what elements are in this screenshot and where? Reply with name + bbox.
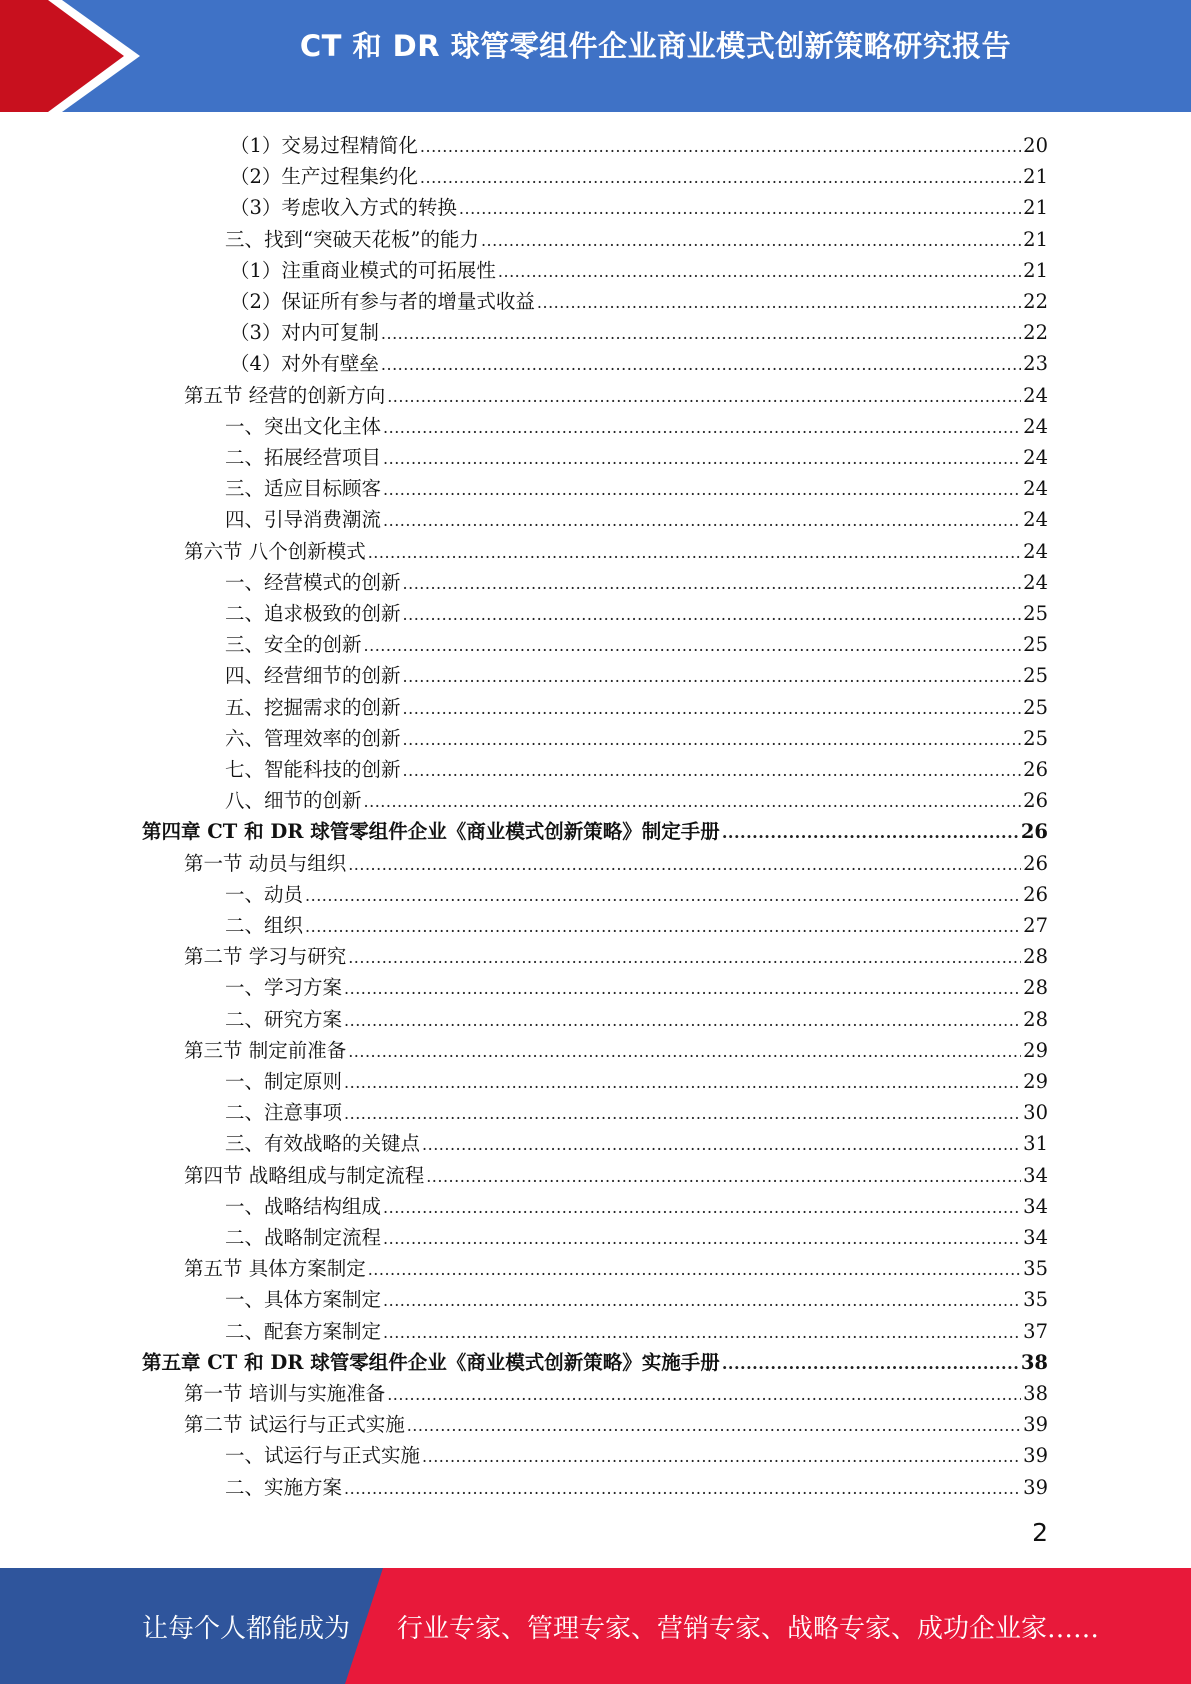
toc-entry[interactable] xyxy=(225,752,1048,782)
toc-leader-dots xyxy=(407,1415,1021,1437)
toc-entry[interactable] xyxy=(225,1064,1048,1094)
toc-entry-label: 六、管理效率的创新 xyxy=(225,726,401,750)
toc-entry-label: 四、经营细节的创新 xyxy=(225,664,401,688)
toc-entry[interactable] xyxy=(225,1095,1048,1125)
toc-leader-dots xyxy=(403,698,1022,720)
toc-entry-label: 一、学习方案 xyxy=(225,976,343,1000)
toc-leader-dots xyxy=(305,916,1021,938)
toc-entry-label: 一、经营模式的创新 xyxy=(225,570,401,594)
toc-entry[interactable] xyxy=(230,284,1048,314)
toc-entry-label: （1）注重商业模式的可拓展性 xyxy=(230,258,496,282)
toc-entry[interactable] xyxy=(230,253,1048,283)
toc-entry-page: 39 xyxy=(1023,1444,1048,1468)
report-title: CT 和 DR 球管零组件企业商业模式创新策略研究报告 xyxy=(299,29,1012,63)
toc-entry-label: 三、安全的创新 xyxy=(225,633,362,657)
toc-leader-dots xyxy=(722,1353,1019,1375)
toc-leader-dots xyxy=(420,167,1021,189)
toc-leader-dots xyxy=(383,417,1021,439)
toc-entry-page: 31 xyxy=(1023,1132,1048,1156)
toc-leader-dots xyxy=(305,885,1021,907)
toc-entry[interactable] xyxy=(225,908,1048,938)
page-number: 2 xyxy=(1032,1518,1048,1547)
toc-entry-page: 20 xyxy=(1023,134,1048,157)
toc-entry-page: 38 xyxy=(1023,1382,1048,1405)
toc-entry[interactable] xyxy=(225,658,1048,688)
toc-entry[interactable] xyxy=(225,596,1048,626)
toc-leader-dots xyxy=(403,604,1022,626)
toc-leader-dots xyxy=(344,1010,1021,1032)
toc-entry-page: 26 xyxy=(1023,758,1048,781)
toc-entry-label: 三、有效战略的关键点 xyxy=(225,1132,421,1156)
toc-entry[interactable] xyxy=(225,409,1048,439)
toc-entry-page: 24 xyxy=(1023,414,1048,438)
toc-entry-label: 第一节 动员与组织 xyxy=(184,851,347,875)
toc-entry-page: 25 xyxy=(1023,664,1048,688)
toc-entry-label: 二、配套方案制定 xyxy=(225,1319,382,1343)
toc-entry-page: 25 xyxy=(1023,602,1048,625)
toc-entry-page: 25 xyxy=(1023,633,1048,657)
toc-entry-label: 第六节 八个创新模式 xyxy=(184,539,366,563)
toc-entry[interactable] xyxy=(225,222,1048,252)
toc-leader-dots xyxy=(387,1384,1021,1406)
toc-leader-dots xyxy=(383,1290,1021,1312)
toc-entry[interactable] xyxy=(225,1126,1048,1156)
toc-entry-label: 八、细节的创新 xyxy=(225,789,362,813)
toc-leader-dots xyxy=(722,822,1019,844)
toc-entry-label: 四、引导消费潮流 xyxy=(225,508,382,532)
toc-entry-page: 25 xyxy=(1023,695,1048,719)
toc-entry-page: 29 xyxy=(1023,1038,1048,1062)
toc-leader-dots xyxy=(368,1259,1021,1281)
toc-entry-page: 34 xyxy=(1023,1163,1048,1187)
toc-entry-label: 第五章 CT 和 DR 球管零组件企业《商业模式创新策略》实施手册 xyxy=(142,1350,720,1374)
toc-leader-dots xyxy=(344,978,1021,1000)
toc-leader-dots xyxy=(344,1103,1021,1125)
toc-entry-page: 21 xyxy=(1023,227,1048,251)
toc-entry-label: 二、注意事项 xyxy=(225,1101,343,1125)
toc-entry-page: 38 xyxy=(1020,1350,1048,1374)
toc-entry[interactable] xyxy=(184,1376,1048,1406)
toc-entry-label: （1）交易过程精简化 xyxy=(230,134,418,157)
toc-entry-label: 一、制定原则 xyxy=(225,1070,343,1093)
toc-entry-label: 第四节 战略组成与制定流程 xyxy=(184,1163,425,1187)
toc-entry-label: （2）生产过程集约化 xyxy=(230,165,418,189)
toc-entry[interactable] xyxy=(225,1189,1048,1219)
toc-entry-label: 一、突出文化主体 xyxy=(225,414,382,438)
toc-entry-page: 21 xyxy=(1023,196,1048,220)
toc-entry[interactable] xyxy=(230,159,1048,189)
toc-leader-dots xyxy=(364,635,1022,657)
toc-entry-page: 37 xyxy=(1023,1319,1048,1343)
toc-leader-dots xyxy=(383,479,1021,501)
toc-entry-label: 二、追求极致的创新 xyxy=(225,602,401,625)
toc-entry-page: 24 xyxy=(1023,383,1048,407)
page-footer xyxy=(0,1568,1191,1684)
toc-leader-dots xyxy=(364,791,1022,813)
toc-entry[interactable] xyxy=(230,346,1048,376)
toc-entry-label: 第三节 制定前准备 xyxy=(184,1038,347,1062)
toc-entry[interactable] xyxy=(225,627,1048,657)
toc-entry-label: 第二节 学习与研究 xyxy=(184,945,347,969)
toc-leader-dots xyxy=(403,729,1022,751)
toc-entry-label: 一、动员 xyxy=(225,882,304,906)
toc-entry[interactable] xyxy=(225,721,1048,751)
toc-entry[interactable] xyxy=(225,783,1048,813)
toc-entry[interactable] xyxy=(225,877,1048,907)
toc-entry-page: 34 xyxy=(1023,1226,1048,1249)
toc-entry-page: 24 xyxy=(1023,477,1048,501)
toc-entry[interactable] xyxy=(230,315,1048,345)
toc-entry[interactable] xyxy=(225,970,1048,1000)
toc-entry[interactable] xyxy=(225,440,1048,470)
toc-entry-page: 29 xyxy=(1023,1070,1048,1093)
toc-leader-dots xyxy=(344,1478,1021,1500)
toc-leader-dots xyxy=(348,854,1021,876)
toc-entry[interactable] xyxy=(230,128,1048,158)
footer-slogan-right: 行业专家、管理专家、营销专家、战略专家、成功企业家…… xyxy=(397,1614,1100,1644)
toc-entry[interactable] xyxy=(225,1438,1048,1468)
toc-entry-label: （3）对内可复制 xyxy=(230,321,379,345)
toc-leader-dots xyxy=(348,947,1021,969)
toc-leader-dots xyxy=(426,1166,1021,1188)
toc-entry-label: 二、战略制定流程 xyxy=(225,1226,382,1249)
toc-entry-label: 五、挖掘需求的创新 xyxy=(225,695,401,719)
toc-entry[interactable] xyxy=(184,1407,1048,1437)
toc-entry-page: 28 xyxy=(1023,1007,1048,1031)
toc-leader-dots xyxy=(498,261,1021,283)
toc-entry-label: 二、组织 xyxy=(225,914,304,937)
toc-entry-label: （2）保证所有参与者的增量式收益 xyxy=(230,290,535,313)
toc-leader-dots xyxy=(348,1041,1021,1063)
toc-entry-label: 二、拓展经营项目 xyxy=(225,446,382,469)
toc-entry[interactable] xyxy=(184,1158,1048,1188)
toc-entry[interactable] xyxy=(225,1220,1048,1250)
toc-entry-page: 27 xyxy=(1023,914,1048,937)
toc-leader-dots xyxy=(383,448,1021,470)
toc-entry-page: 30 xyxy=(1023,1101,1048,1125)
footer-slogan-left: 让每个人都能成为 xyxy=(142,1614,351,1644)
toc-entry[interactable] xyxy=(142,814,1048,844)
toc-entry-label: 第五节 经营的创新方向 xyxy=(184,383,386,407)
toc-entry-page: 24 xyxy=(1023,570,1048,594)
toc-entry-label: 一、具体方案制定 xyxy=(225,1288,382,1312)
toc-entry-page: 26 xyxy=(1023,789,1048,813)
toc-entry[interactable] xyxy=(225,502,1048,532)
toc-entry-page: 21 xyxy=(1023,258,1048,282)
toc-entry-page: 24 xyxy=(1023,539,1048,563)
toc-entry[interactable] xyxy=(225,690,1048,720)
toc-entry-label: 第一节 培训与实施准备 xyxy=(184,1382,386,1405)
toc-leader-dots xyxy=(383,510,1021,532)
toc-entry-page: 23 xyxy=(1023,352,1048,376)
toc-entry-page: 21 xyxy=(1023,165,1048,189)
toc-entry[interactable] xyxy=(184,378,1048,408)
toc-entry-page: 24 xyxy=(1023,446,1048,469)
toc-entry-label: 二、实施方案 xyxy=(225,1475,343,1499)
toc-leader-dots xyxy=(383,1228,1021,1250)
toc-entry-page: 22 xyxy=(1023,321,1048,345)
toc-entry[interactable] xyxy=(184,1251,1048,1281)
toc-leader-dots xyxy=(459,198,1021,220)
toc-entry-label: 二、研究方案 xyxy=(225,1007,343,1031)
toc-entry-page: 28 xyxy=(1023,945,1048,969)
toc-leader-dots xyxy=(403,573,1022,595)
toc-entry[interactable] xyxy=(225,565,1048,595)
toc-leader-dots xyxy=(422,1446,1021,1468)
toc-entry-page: 25 xyxy=(1023,726,1048,750)
toc-entry[interactable] xyxy=(184,846,1048,876)
toc-entry[interactable] xyxy=(184,1033,1048,1063)
toc-entry-page: 22 xyxy=(1023,290,1048,313)
page-header xyxy=(0,0,1191,112)
toc-leader-dots xyxy=(422,1134,1021,1156)
toc-entry-label: （3）考虑收入方式的转换 xyxy=(230,196,457,220)
toc-entry-label: 三、找到“突破天花板”的能力 xyxy=(225,227,479,251)
toc-entry[interactable] xyxy=(225,1002,1048,1032)
toc-entry-page: 26 xyxy=(1023,882,1048,906)
toc-entry-page: 28 xyxy=(1023,976,1048,1000)
toc-leader-dots xyxy=(381,354,1021,376)
toc-leader-dots xyxy=(481,230,1021,252)
toc-entry[interactable] xyxy=(142,1345,1048,1375)
toc-leader-dots xyxy=(368,542,1021,564)
toc-entry-label: （4）对外有壁垒 xyxy=(230,352,379,376)
toc-leader-dots xyxy=(420,136,1021,158)
toc-entry-label: 第二节 试运行与正式实施 xyxy=(184,1413,405,1437)
toc-entry[interactable] xyxy=(184,534,1048,564)
toc-entry-page: 26 xyxy=(1020,820,1048,844)
toc-entry-label: 第五节 具体方案制定 xyxy=(184,1257,366,1281)
toc-entry[interactable] xyxy=(225,1314,1048,1344)
toc-leader-dots xyxy=(383,1322,1021,1344)
toc-leader-dots xyxy=(403,760,1022,782)
toc-entry-page: 39 xyxy=(1023,1413,1048,1437)
toc-leader-dots xyxy=(381,323,1021,345)
toc-entry-page: 35 xyxy=(1023,1288,1048,1312)
toc-entry[interactable] xyxy=(225,1282,1048,1312)
toc-entry[interactable] xyxy=(184,939,1048,969)
toc-leader-dots xyxy=(387,386,1021,408)
toc-leader-dots xyxy=(344,1072,1021,1094)
toc-entry-page: 39 xyxy=(1023,1475,1048,1499)
toc-entry-label: 一、战略结构组成 xyxy=(225,1194,382,1218)
toc-entry[interactable] xyxy=(225,471,1048,501)
toc-entry-label: 七、智能科技的创新 xyxy=(225,758,401,781)
toc-entry[interactable] xyxy=(230,190,1048,220)
toc-entry-label: 三、适应目标顾客 xyxy=(225,477,382,501)
toc-entry-label: 第四章 CT 和 DR 球管零组件企业《商业模式创新策略》制定手册 xyxy=(142,820,720,844)
toc-entry-page: 34 xyxy=(1023,1194,1048,1218)
toc-entry-page: 35 xyxy=(1023,1257,1048,1281)
toc-leader-dots xyxy=(383,1197,1021,1219)
toc-leader-dots xyxy=(403,666,1022,688)
toc-entry[interactable] xyxy=(225,1470,1048,1500)
toc-entry-label: 一、试运行与正式实施 xyxy=(225,1444,421,1468)
toc-entry-page: 24 xyxy=(1023,508,1048,532)
toc-entry-page: 26 xyxy=(1023,851,1048,875)
toc-leader-dots xyxy=(537,292,1021,314)
